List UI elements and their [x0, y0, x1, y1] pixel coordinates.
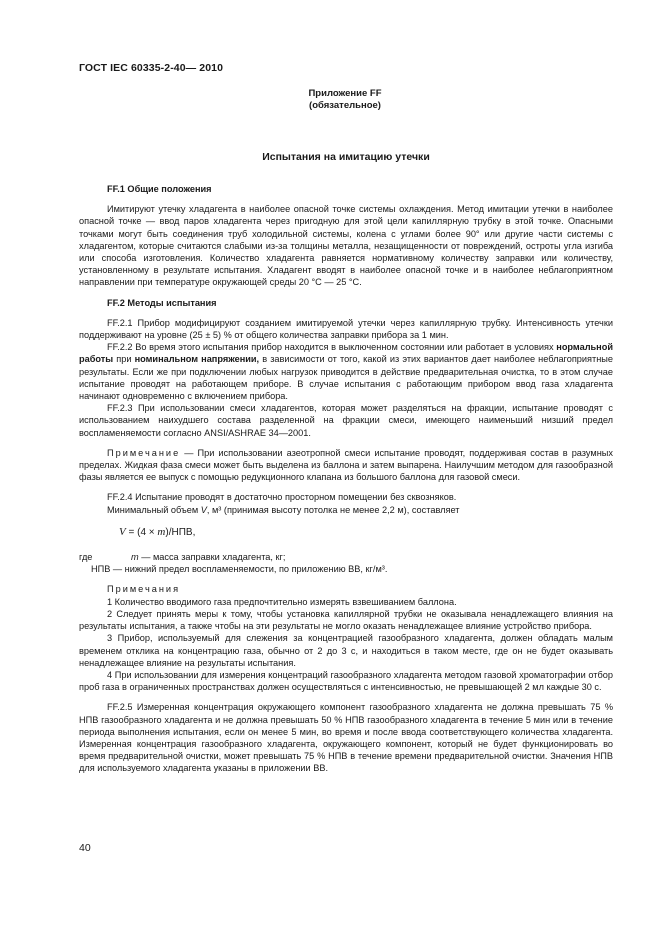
annex-title: Испытания на имитацию утечки: [262, 151, 430, 163]
annex-status: (обязательное): [309, 100, 381, 111]
page-number: 40: [79, 842, 91, 854]
formula-rhs: )/НПВ,: [165, 526, 196, 538]
note-item: 4 При использовании для измерения концентраций газообразного хладагента методом газовой хроматографии отбор проб газа в ограниченных пространствах должен осуществляться с интенсивностью, не превышающей 2 мл каждые 30 с.: [79, 669, 613, 693]
ff2-2-paragraph: [79, 341, 613, 402]
volume-text-b: , м³ (принимая высоту потолка не менее 2,2 м), составляет: [206, 504, 460, 515]
where-label: где: [79, 552, 93, 563]
section-heading-ff1: FF.1 Общие положения: [107, 184, 212, 194]
note-text: — При использовании азеотропной смеси испытание проводят, поддерживая состав в разумных пределах. Жидкая фаза смеси может быть выделена из баллона и затем выпарена. Наилучшим методом для газообразной фазы является ее выпуск с помощью редукционного клапана из большого баллона для газовой смеси.: [79, 447, 613, 483]
ff2-4-paragraph: FF.2.4 Испытание проводят в достаточно просторном помещении без сквозняков.: [107, 492, 457, 503]
formula-lhs: V: [119, 525, 126, 538]
azeotrope-note: [79, 447, 613, 484]
note-label: Примечание: [107, 447, 181, 458]
note-item: 1 Количество вводимого газа предпочтительно измерять взвешиванием баллона.: [107, 596, 457, 607]
formula-legend-m: [79, 551, 613, 563]
document-body: [79, 183, 613, 775]
ff2-2-text-a: FF.2.2 Во время этого испытания прибор находится в выключенном состоянии или работает в условиях: [107, 342, 557, 353]
legend-m: [131, 551, 285, 563]
ff2-3-paragraph: FF.2.3 При использовании смеси хладагентов, которая может разделяться на фракции, испытание проводят с использованием наихудшего состава разделенной на фракции смеси, имеющего наименьший низший предел воспламеняемости согласно ANSI/ASHRAE 34—2001.: [79, 403, 613, 438]
standard-header: ГОСТ IEC 60335-2-40— 2010: [79, 62, 224, 74]
section-heading-ff2: FF.2 Методы испытания: [107, 297, 217, 308]
legend-m-text: — масса заправки хладагента, кг;: [138, 552, 286, 563]
formula-m: m: [157, 525, 166, 538]
ff2-4-volume-text: [79, 504, 613, 516]
formula-legend-npv: НПВ — нижний предел воспламеняемости, по приложению ВВ, кг/м³.: [91, 564, 388, 575]
ff1-paragraph: Имитируют утечку хладагента в наиболее опасной точке системы охлаждения. Метод имитации утечки в наиболее опасной точке — ввод паров хладагента через пригодную для этой цели капиллярную трубку в этой точке. Опасными точками могут быть соединения труб холодильной системы, колена с углами более 90° или другие части системы с хладагентом, которые считаются слабыми из-за толщины металла, незащищенности от повреждений, остроты угла изгиба или способа изготовления. Количество хладагента равняется нормативному количеству заправки или количеству, установленному в результате испытания. Хладагент вводят в наиболее опасной точке и в наиболее неблагоприятном направлении при температуре окружающей среды 20 °С — 25 °С.: [79, 204, 613, 288]
note-item: 3 Прибор, используемый для слежения за концентрацией газообразного хладагента, должен обладать малым временем отклика на концентрацию газа, обычно от 2 до 3 с, и находиться в таком месте, где он не будет оказывать ненадлежащее влияние на результаты испытания.: [79, 633, 613, 668]
volume-formula: [79, 526, 613, 539]
ff2-1-paragraph: FF.2.1 Прибор модифицируют созданием имитируемой утечки через капиллярную трубку. Интенсивность утечки поддерживают на уровне (25 ± 5) % от общего количества заправки прибора за 1 мин.: [79, 317, 613, 341]
ff2-2-term-normal-operation: нормальной работы: [79, 342, 613, 365]
formula-eq: = (4 ×: [125, 526, 158, 538]
ff2-2-text-c: при: [113, 354, 135, 365]
annex-label: Приложение FF: [308, 88, 382, 99]
ff2-2-text-d: в зависимости от того, какой из этих вариантов дает наиболее неблагоприятные результаты. Если же при подключении любых нагрузок приводится в действие предварительная очистка, то в этом случае испытание проводят на работающем приборе. В случае испытания с работающим прибором ввод газа хладагента начинают одновременно с включением прибора.: [79, 354, 614, 402]
volume-text-a: Минимальный объем: [107, 504, 201, 515]
ff2-2-term-rated-voltage: номинальном напряжении,: [134, 354, 260, 365]
legend-m-symbol: m: [131, 552, 139, 563]
volume-var: V: [200, 504, 207, 515]
ff2-5-paragraph: FF.2.5 Измеренная концентрация окружающего компонент газообразного хладагента не должна превышать 75 % НПВ газообразного хладагента и не должна превышать 50 % НПВ газообразного хладагента в течение 5 мин или в течение периода выполнения испытания, если он менее 5 мин, во время и после ввода соответствующего количества хладагента. Измеренная концентрация газообразного хладагента, окружающего компонент, который не будет функционировать во время предварительной очистки, может превышать 75 % НПВ в течение времени предварительной очистки. Значения НПВ для используемого хладагента указаны в приложении ВВ.: [79, 702, 613, 774]
annex-block: [300, 88, 390, 112]
note-item: 2 Следует принять меры к тому, чтобы установка капиллярной трубки не оказывала ненадлежащего влияния на результаты испытания, а также чтобы на эти результаты не могло оказать ненадлежащее влияние устройство прибора.: [79, 608, 613, 632]
notes-heading: Примечания: [107, 584, 181, 595]
